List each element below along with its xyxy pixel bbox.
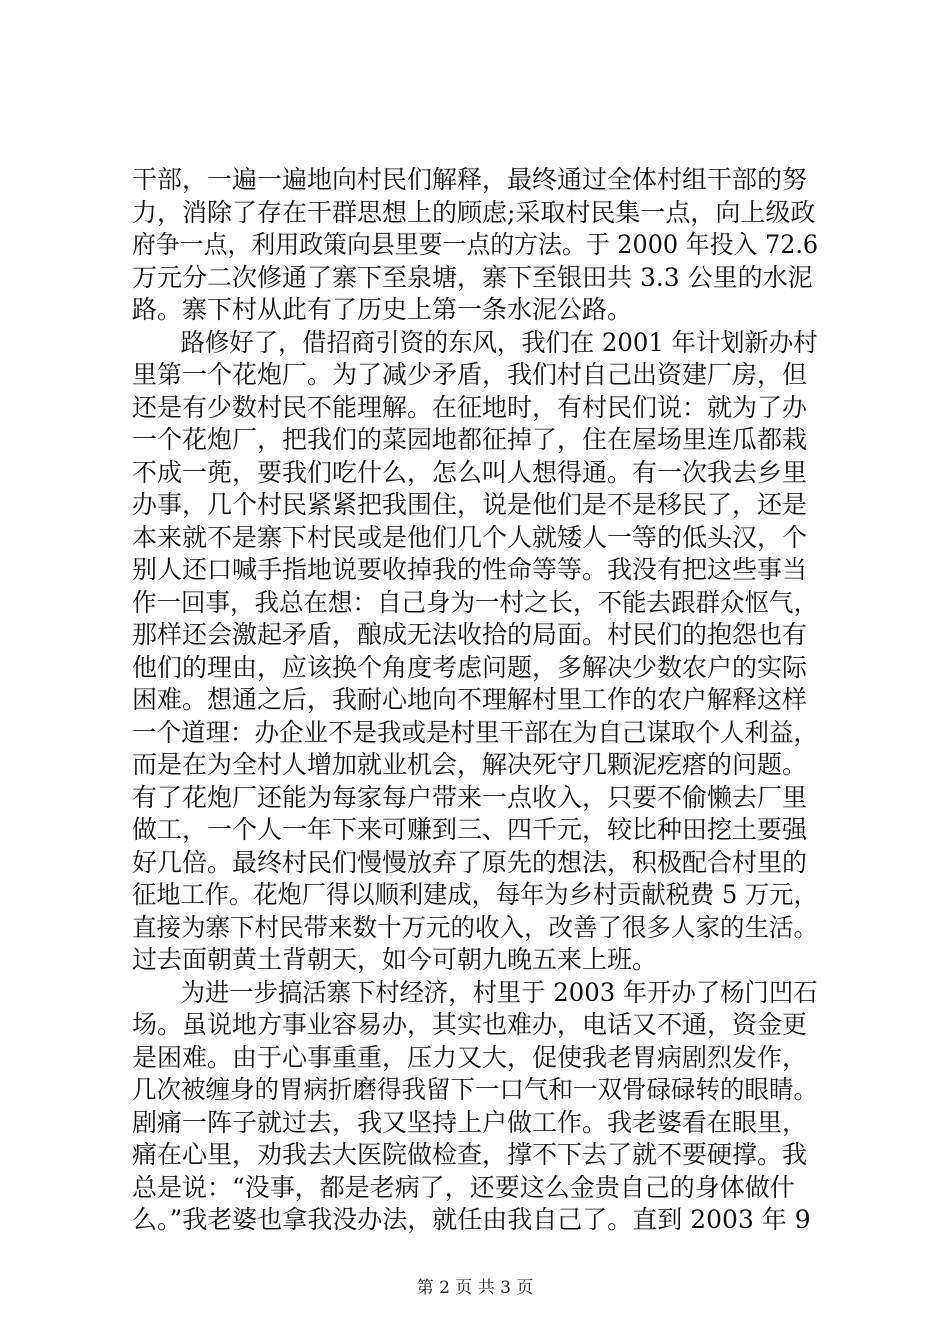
text-line: 他们的理由，应该换个角度考虑问题，多解决少数农户的实际 [132, 652, 808, 682]
page-footer: 第 2 页 共 3 页 [416, 1278, 534, 1298]
text-line: 作一回事，我总在想：自己身为一村之长，不能去跟群众怄气， [132, 587, 819, 617]
text-line: 几次被缠身的胃病折磨得我留下一口气和一双骨碌碌转的眼睛。 [132, 1075, 819, 1104]
text-line: 里第一个花炮厂。为了减少矛盾，我们村自己出资建厂房，但 [132, 360, 808, 389]
text-line: 一个花炮厂，把我们的菜园地都征掉了，住在屋场里连瓜都栽 [132, 425, 808, 454]
text-line: 还是有少数村民不能理解。在征地时，有村民们说：就为了办 [132, 392, 808, 422]
text-line: 力，消除了存在干群思想上的顾虑;采取村民集一点，向上级政 [132, 197, 816, 227]
text-line: 府争一点，利用政策向县里要一点的方法。于 2000 年投入 72.6 [132, 230, 819, 259]
text-line: 直接为寨下村民带来数十万元的收入，改善了很多人家的生活。 [132, 912, 819, 942]
text-line: 剧痛一阵子就过去，我又坚持上户做工作。我老婆看在眼里， [132, 1107, 808, 1137]
text-line: 场。虽说地方事业容易办，其实也难办，电话又不通，资金更 [132, 1010, 808, 1039]
text-line: 有了花炮厂还能为每家每户带来一点收入，只要不偷懒去厂里 [132, 782, 808, 812]
text-line: 么。”我老婆也拿我没办法，就任由我自己了。直到 2003 年 9 [132, 1205, 811, 1234]
text-line: 是困难。由于心事重重，压力又大，促使我老胃病剧烈发作， [132, 1042, 808, 1072]
text-line: 万元分二次修通了寨下至泉塘，寨下至银田共 3.3 公里的水泥 [132, 262, 813, 292]
text-line: 好几倍。最终村民们慢慢放弃了原先的想法，积极配合村里的 [132, 847, 808, 877]
text-line: 办事，几个村民紧紧把我围住，说是他们是不是移民了，还是 [132, 490, 808, 519]
text-line: 路。寨下村从此有了历史上第一条水泥公路。 [132, 295, 633, 324]
text-line: 那样还会激起矛盾，酿成无法收拾的局面。村民们的抱怨也有 [132, 620, 808, 649]
text-line: 做工，一个人一年下来可赚到三、四千元，较比种田挖土要强 [132, 815, 808, 844]
text-line: 路修好了，借招商引资的东风，我们在 2001 年计划新办村 [132, 327, 818, 357]
text-line: 一个道理：办企业不是我或是村里干部在为自己谋取个人利益， [132, 717, 819, 747]
text-line: 痛在心里，劝我去大医院做检查，撑不下去了就不要硬撑。我 [132, 1140, 808, 1169]
text-line: 而是在为全村人增加就业机会，解决死守几颗泥疙瘩的问题。 [132, 750, 808, 779]
text-line: 本来就不是寨下村民或是他们几个人就矮人一等的低头汉，个 [132, 522, 808, 552]
text-line: 征地工作。花炮厂得以顺利建成，每年为乡村贡献税费 5 万元， [132, 880, 818, 909]
text-line: 不成一蔸，要我们吃什么，怎么叫人想得通。有一次我去乡里 [132, 457, 808, 487]
text-line: 干部，一遍一遍地向村民们解释，最终通过全体村组干部的努 [132, 165, 808, 194]
text-line: 困难。想通之后，我耐心地向不理解村里工作的农户解释这样 [132, 685, 808, 714]
body-text [132, 164, 832, 1237]
text-line: 总是说：“没事，都是老病了，还要这么金贵自己的身体做什 [132, 1172, 795, 1202]
text-line: 为进一步搞活寨下村经济，村里于 2003 年开办了杨门凹石 [132, 977, 818, 1007]
text-line: 过去面朝黄土背朝天，如今可朝九晚五来上班。 [132, 945, 658, 974]
text-line: 别人还口喊手指地说要收掉我的性命等等。我没有把这些事当 [132, 555, 808, 584]
